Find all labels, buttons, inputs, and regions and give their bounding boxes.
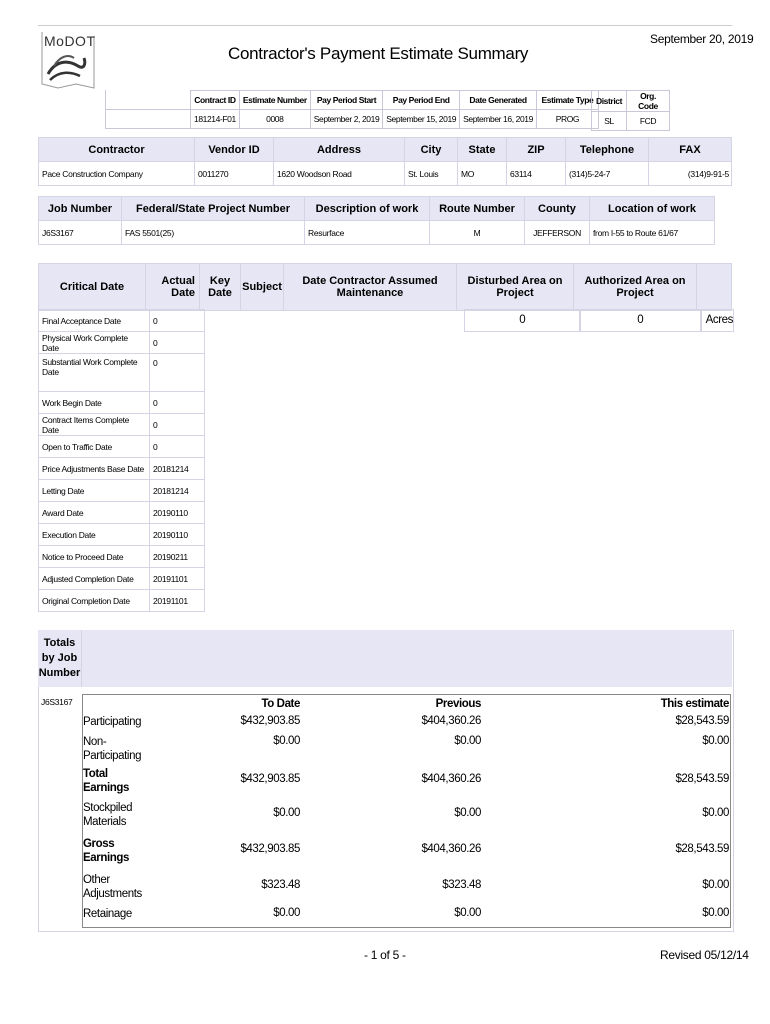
unit-header — [697, 264, 732, 311]
totals-to-date-value: $432,903.85 — [240, 843, 300, 855]
critical-date-row — [39, 480, 205, 502]
critical-date-row — [39, 354, 205, 392]
org-code-header: Org. Code — [627, 91, 670, 112]
district-value: SL — [592, 112, 627, 131]
estimate-type-header: Estimate Type — [536, 91, 598, 110]
totals-title: Totals by Job Number — [38, 630, 82, 687]
route-number-header: Route Number — [430, 197, 525, 221]
pay-period-end-header: Pay Period End — [383, 91, 460, 110]
area-unit: Acres — [700, 309, 734, 332]
totals-previous-value: $0.00 — [454, 807, 481, 819]
totals-this-value: $0.00 — [702, 879, 729, 891]
critical-date-value: 20181214 — [150, 480, 205, 502]
critical-date-label: Award Date — [39, 502, 150, 524]
subject-header: Subject — [241, 264, 284, 311]
pay-period-end-value: September 15, 2019 — [383, 110, 460, 129]
totals-this-value: $0.00 — [702, 807, 729, 819]
project-number-value: FAS 5501(25) — [122, 221, 305, 245]
contractor-header: Contractor — [39, 138, 195, 162]
contractor-table — [38, 137, 732, 186]
revised-date: Revised 05/12/14 — [660, 948, 749, 962]
critical-date-value: 20191101 — [150, 590, 205, 612]
blank-cell — [106, 110, 191, 129]
critical-dates-list — [38, 309, 205, 612]
vendor-id-value: 0011270 — [195, 162, 274, 186]
fax-header: FAX — [649, 138, 732, 162]
totals-this-value: $28,543.59 — [675, 773, 729, 785]
totals-to-date-value: $432,903.85 — [240, 715, 300, 727]
page-title: Contractor's Payment Estimate Summary — [228, 44, 529, 63]
location-value: from I-55 to Route 61/67 — [590, 221, 715, 245]
totals-job-number: J6S3167 — [41, 697, 73, 707]
critical-dates-table — [38, 263, 732, 311]
page-number: - 1 of 5 - — [364, 948, 406, 962]
critical-date-label: Work Begin Date — [39, 392, 150, 414]
critical-date-label: Execution Date — [39, 524, 150, 546]
zip-value: 63114 — [507, 162, 566, 186]
critical-date-row — [39, 546, 205, 568]
critical-date-row — [39, 458, 205, 480]
totals-to-date-value: $0.00 — [273, 735, 300, 747]
contract-info-table — [105, 90, 599, 129]
totals-table — [82, 694, 731, 928]
critical-date-label: Physical Work Complete Date — [39, 332, 150, 354]
critical-date-row — [39, 414, 205, 436]
totals-previous-value: $404,360.26 — [421, 843, 481, 855]
authorized-area-header: Authorized Area on Project — [574, 264, 697, 311]
location-header: Location of work — [590, 197, 715, 221]
critical-date-row — [39, 590, 205, 612]
critical-date-row — [39, 436, 205, 458]
pay-period-start-header: Pay Period Start — [310, 91, 383, 110]
totals-this-value: $28,543.59 — [675, 715, 729, 727]
totals-to-date-value: $323.48 — [261, 879, 300, 891]
critical-date-label: Letting Date — [39, 480, 150, 502]
city-header: City — [405, 138, 458, 162]
critical-date-label: Adjusted Completion Date — [39, 568, 150, 590]
totals-row-label: Participating — [83, 716, 142, 728]
critical-date-label: Original Completion Date — [39, 590, 150, 612]
critical-date-value: 20181214 — [150, 458, 205, 480]
totals-row-label: Gross Earnings — [83, 838, 130, 864]
fax-value: (314)9-91-5 — [649, 162, 732, 186]
critical-date-row — [39, 524, 205, 546]
city-value: St. Louis — [405, 162, 458, 186]
critical-date-value: 0 — [150, 392, 205, 414]
totals-row-label: Non-Participating — [83, 736, 142, 762]
previous-header: Previous — [435, 698, 481, 710]
logo-text: MoDOT — [44, 33, 96, 49]
county-value: JEFFERSON — [525, 221, 590, 245]
totals-to-date-value: $0.00 — [273, 907, 300, 919]
critical-date-row — [39, 568, 205, 590]
project-number-header: Federal/State Project Number — [122, 197, 305, 221]
totals-header-band — [38, 630, 732, 687]
description-value: Resurface — [305, 221, 430, 245]
critical-date-row — [39, 502, 205, 524]
contract-id-header: Contract ID — [191, 91, 240, 110]
critical-date-label: Substantial Work Complete Date — [39, 354, 150, 392]
vendor-id-header: Vendor ID — [195, 138, 274, 162]
authorized-area-value: 0 — [579, 309, 702, 332]
job-number-value: J6S3167 — [39, 221, 122, 245]
critical-date-value: 0 — [150, 354, 205, 392]
critical-date-value: 0 — [150, 414, 205, 436]
critical-date-label: Price Adjustments Base Date — [39, 458, 150, 480]
totals-to-date-value: $0.00 — [273, 807, 300, 819]
report-date: September 20, 2019 — [650, 32, 754, 46]
telephone-header: Telephone — [566, 138, 649, 162]
critical-date-label: Open to Traffic Date — [39, 436, 150, 458]
blank-cell — [106, 91, 191, 110]
this-estimate-header: This estimate — [660, 698, 729, 710]
estimate-number-header: Estimate Number — [239, 91, 310, 110]
description-header: Description of work — [305, 197, 430, 221]
to-date-header: To Date — [261, 698, 300, 710]
critical-date-value: 20190110 — [150, 502, 205, 524]
critical-date-value: 20190110 — [150, 524, 205, 546]
modot-logo — [38, 30, 100, 92]
totals-previous-value: $0.00 — [454, 735, 481, 747]
address-header: Address — [274, 138, 405, 162]
totals-this-value: $0.00 — [702, 907, 729, 919]
district-table — [591, 90, 670, 131]
critical-date-row — [39, 392, 205, 414]
pay-period-start-value: September 2, 2019 — [310, 110, 383, 129]
critical-date-row — [39, 332, 205, 354]
totals-this-value: $0.00 — [702, 735, 729, 747]
totals-to-date-value: $432,903.85 — [240, 773, 300, 785]
date-generated-header: Date Generated — [460, 91, 537, 110]
totals-row-label: Retainage — [83, 908, 132, 920]
totals-previous-value: $404,360.26 — [421, 773, 481, 785]
critical-date-value: 20191101 — [150, 568, 205, 590]
route-number-value: M — [430, 221, 525, 245]
disturbed-area-value: 0 — [464, 309, 581, 332]
critical-date-row — [39, 310, 205, 332]
key-date-header: Key Date — [200, 264, 241, 311]
telephone-value: (314)5-24-7 — [566, 162, 649, 186]
state-value: MO — [458, 162, 507, 186]
totals-row-label: Other Adjustments — [83, 874, 142, 900]
job-number-header: Job Number — [39, 197, 122, 221]
estimate-number-value: 0008 — [239, 110, 310, 129]
county-header: County — [525, 197, 590, 221]
critical-date-value: 20190211 — [150, 546, 205, 568]
zip-header: ZIP — [507, 138, 566, 162]
critical-date-label: Contract Items Complete Date — [39, 414, 150, 436]
totals-this-value: $28,543.59 — [675, 843, 729, 855]
top-divider — [38, 25, 732, 26]
critical-date-label: Notice to Proceed Date — [39, 546, 150, 568]
job-table — [38, 196, 715, 245]
critical-date-label: Final Acceptance Date — [39, 310, 150, 332]
contract-id-value: 181214-F01 — [191, 110, 240, 129]
critical-date-value: 0 — [150, 436, 205, 458]
state-header: State — [458, 138, 507, 162]
contractor-value: Pace Construction Company — [39, 162, 195, 186]
critical-date-value: 0 — [150, 310, 205, 332]
assumed-maintenance-header: Date Contractor Assumed Maintenance — [284, 264, 457, 311]
org-code-value: FCD — [627, 112, 670, 131]
address-value: 1620 Woodson Road — [274, 162, 405, 186]
critical-date-value: 0 — [150, 332, 205, 354]
totals-previous-value: $0.00 — [454, 907, 481, 919]
totals-row-label: Total Earnings — [83, 768, 130, 794]
totals-previous-value: $404,360.26 — [421, 715, 481, 727]
disturbed-area-header: Disturbed Area on Project — [457, 264, 574, 311]
totals-previous-value: $323.48 — [442, 879, 481, 891]
date-generated-value: September 16, 2019 — [460, 110, 537, 129]
estimate-type-value: PROG — [536, 110, 598, 129]
actual-date-header: Actual Date — [146, 264, 200, 311]
totals-row-label: Stockpiled Materials — [83, 802, 133, 828]
district-header: District — [592, 91, 627, 112]
critical-date-header: Critical Date — [39, 264, 146, 311]
